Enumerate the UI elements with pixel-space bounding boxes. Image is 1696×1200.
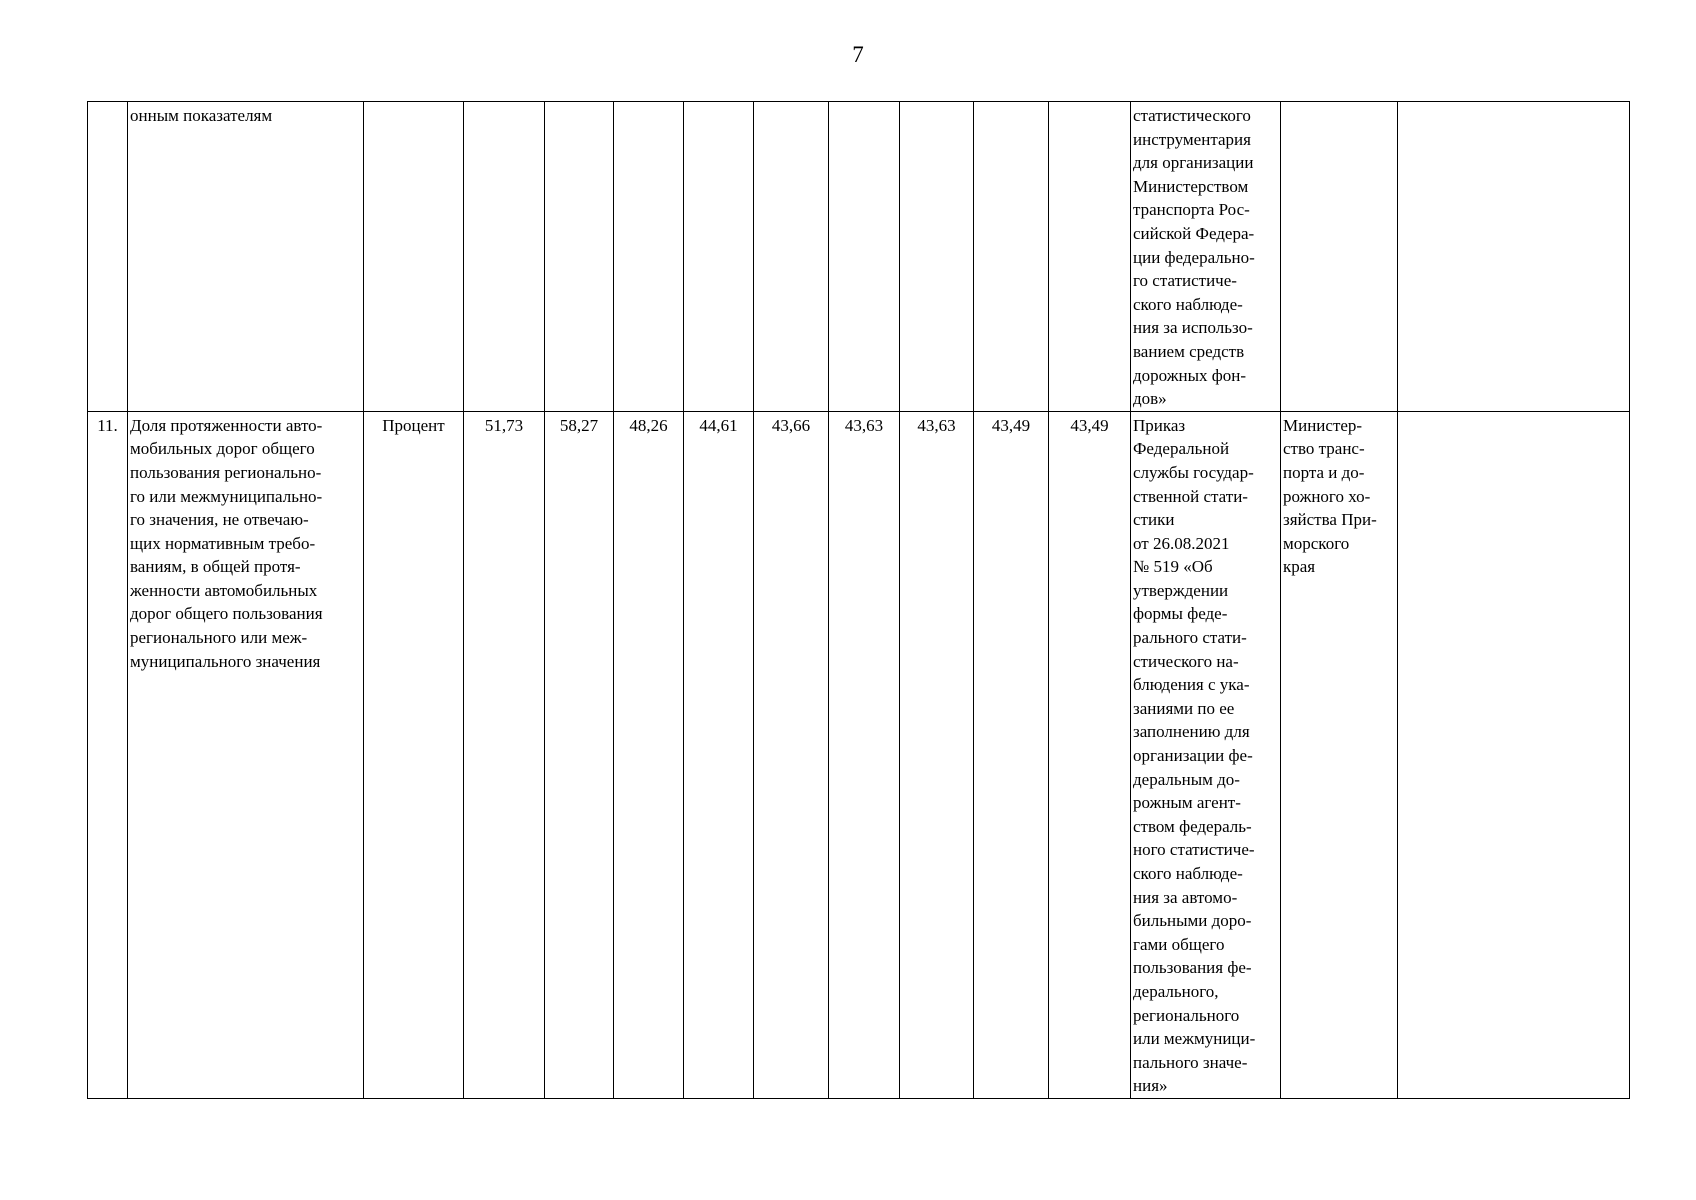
row-index: 11.: [88, 411, 128, 1098]
value-cell: [754, 102, 829, 412]
source-document: статистического инструментария для организации Министерством транспорта Рос- сийской Федера- ции федерально- го статистиче- ского наблюде- ния за использо- ванием средств дорожных фон- дов»: [1131, 102, 1281, 412]
table-row: [88, 102, 1630, 412]
source-document: Приказ Федеральной службы государ- ственной стати- стики от 26.08.2021 № 519 «Об утверждении формы феде- рального стати- стического на- блюдения с ука- заниями по ее заполнению для организации фе- деральным до- рожным агент- ством федераль- ного статистиче- ского наблюде- ния за автомо- бильными доро- гами общего пользования фе- дерального, регионального или межмуници- пального значе- ния»: [1131, 411, 1281, 1098]
value-cell: [464, 102, 545, 412]
value-cell: [545, 102, 614, 412]
value-cell: [900, 102, 974, 412]
value-cell: 43,66: [754, 411, 829, 1098]
indicator-name: Доля протяженности авто- мобильных дорог общего пользования регионально- го или межмуниципально- го значения, не отвечаю- щих нормативным требо- ваниям, в общей протя- женности автомобильных дорог общего пользования регионального или меж- муниципального значения: [128, 411, 364, 1098]
note-cell: [1398, 411, 1630, 1098]
page-number: 7: [852, 42, 864, 67]
value-cell: 43,63: [829, 411, 900, 1098]
note-cell: [1398, 102, 1630, 412]
value-cell: 43,63: [900, 411, 974, 1098]
value-cell: 43,49: [974, 411, 1049, 1098]
value-cell: 43,49: [1049, 411, 1131, 1098]
value-cell: 51,73: [464, 411, 545, 1098]
indicators-table: [87, 101, 1630, 1099]
row-index: [88, 102, 128, 412]
indicator-name: онным показателям: [128, 102, 364, 412]
value-cell: 48,26: [614, 411, 684, 1098]
value-cell: [974, 102, 1049, 412]
value-cell: [684, 102, 754, 412]
value-cell: [829, 102, 900, 412]
responsible-body: [1281, 102, 1398, 412]
unit-cell: [364, 102, 464, 412]
value-cell: 58,27: [545, 411, 614, 1098]
responsible-body: Министер- ство транс- порта и до- рожного хо- зяйства При- морского края: [1281, 411, 1398, 1098]
value-cell: [1049, 102, 1131, 412]
value-cell: [614, 102, 684, 412]
unit-cell: Процент: [364, 411, 464, 1098]
table-row: [88, 411, 1630, 1098]
value-cell: 44,61: [684, 411, 754, 1098]
